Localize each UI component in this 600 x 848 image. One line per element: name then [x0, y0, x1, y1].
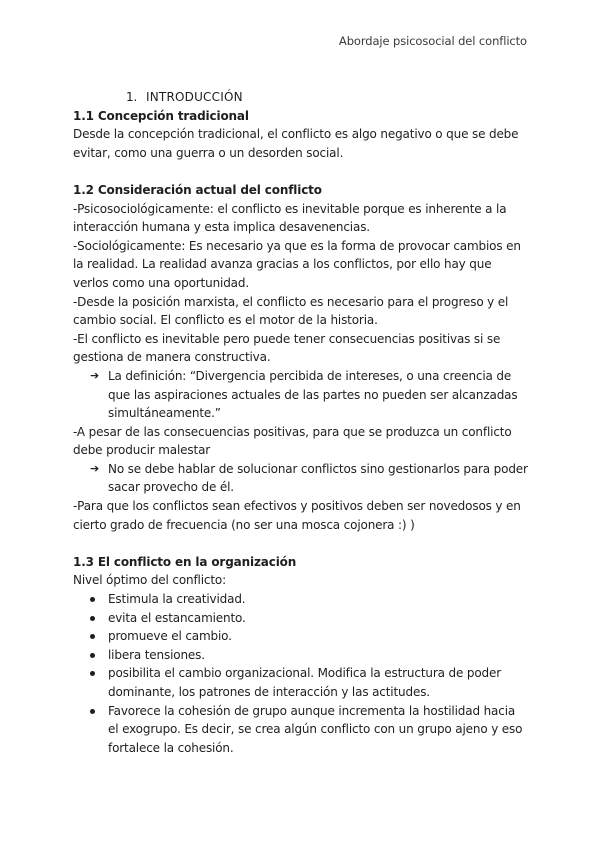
list-item	[73, 609, 528, 628]
arrow-right-icon: ➔	[90, 368, 100, 382]
bullet-icon	[90, 671, 95, 676]
section-number: 1.	[126, 90, 138, 104]
spacer	[73, 534, 528, 553]
paragraph-malestar: -A pesar de las consecuencias positivas, para que se produzca un conflicto debe producir malestar	[73, 424, 512, 458]
bullet-icon	[90, 709, 95, 714]
arrow-item-gestion	[73, 460, 528, 497]
document-body	[73, 88, 528, 757]
bullet-icon	[90, 634, 95, 639]
list-item	[73, 664, 528, 701]
running-header: Abordaje psicosocial del conflicto	[338, 34, 527, 48]
paragraph-nivel-optimo: Nivel óptimo del conflicto:	[73, 573, 227, 588]
list-item-text: promueve el cambio.	[108, 629, 232, 644]
list-item-text: Estimula la creatividad.	[108, 592, 246, 607]
paragraph-marxist: -Desde la posición marxista, el conflicto es necesario para el progreso y el cambio social. El conflicto es el motor de la historia.	[73, 294, 509, 328]
spacer	[73, 162, 528, 181]
bullet-icon	[90, 616, 95, 621]
list-item	[73, 646, 528, 665]
subsection-heading-1-1: 1.1 Concepción tradicional	[73, 108, 249, 123]
list-item-text: Favorece la cohesión de grupo aunque incrementa la hostilidad hacia el exogrupo. Es decir, se crea algún conflicto con un grupo ajeno y eso fortalece la cohesión.	[108, 703, 523, 755]
list-item-text: posibilita el cambio organizacional. Modifica la estructura de poder dominante, los patrones de interacción y las actitudes.	[108, 666, 502, 699]
bullet-list	[73, 590, 528, 757]
paragraph-inevitable: -El conflicto es inevitable pero puede tener consecuencias positivas si se gestiona de manera constructiva.	[73, 331, 501, 365]
section-title	[126, 88, 528, 107]
list-item-text: libera tensiones.	[108, 647, 205, 662]
paragraph-psychosocial: -Psicosociológicamente: el conflicto es inevitable porque es inherente a la interacción humana y esta implica desavenencias.	[73, 201, 507, 235]
section-title-text: INTRODUCCIÓN	[146, 90, 243, 104]
arrow-item-text: No se debe hablar de solucionar conflictos sino gestionarlos para poder sacar provecho de él.	[108, 461, 528, 495]
subsection-heading-1-2: 1.2 Consideración actual del conflicto	[73, 182, 322, 197]
list-item-text: evita el estancamiento.	[108, 610, 246, 625]
paragraph-sociological: -Sociológicamente: Es necesario ya que es la forma de provocar cambios en la realidad. La realidad avanza gracias a los conflictos, por ello hay que verlos como una oportunidad.	[73, 238, 521, 290]
paragraph-traditional: Desde la concepción tradicional, el conflicto es algo negativo o que se debe evitar, como una guerra o un desorden social.	[73, 127, 519, 160]
bullet-icon	[90, 653, 95, 658]
subsection-heading-1-3: 1.3 El conflicto en la organización	[73, 554, 297, 569]
arrow-item-definition	[73, 367, 528, 423]
paragraph-efectivos: -Para que los conflictos sean efectivos y positivos deben ser novedosos y en cierto grado de frecuencia (no ser una mosca cojonera :) )	[73, 499, 521, 532]
arrow-right-icon: ➔	[90, 461, 100, 475]
arrow-item-text: La definición: “Divergencia percibida de intereses, o una creencia de que las aspiraciones actuales de las partes no pueden ser alcanzadas simultáneamente.”	[108, 368, 518, 421]
bullet-icon	[90, 597, 95, 602]
list-item	[73, 590, 528, 609]
list-item	[73, 627, 528, 646]
list-item	[73, 702, 528, 758]
